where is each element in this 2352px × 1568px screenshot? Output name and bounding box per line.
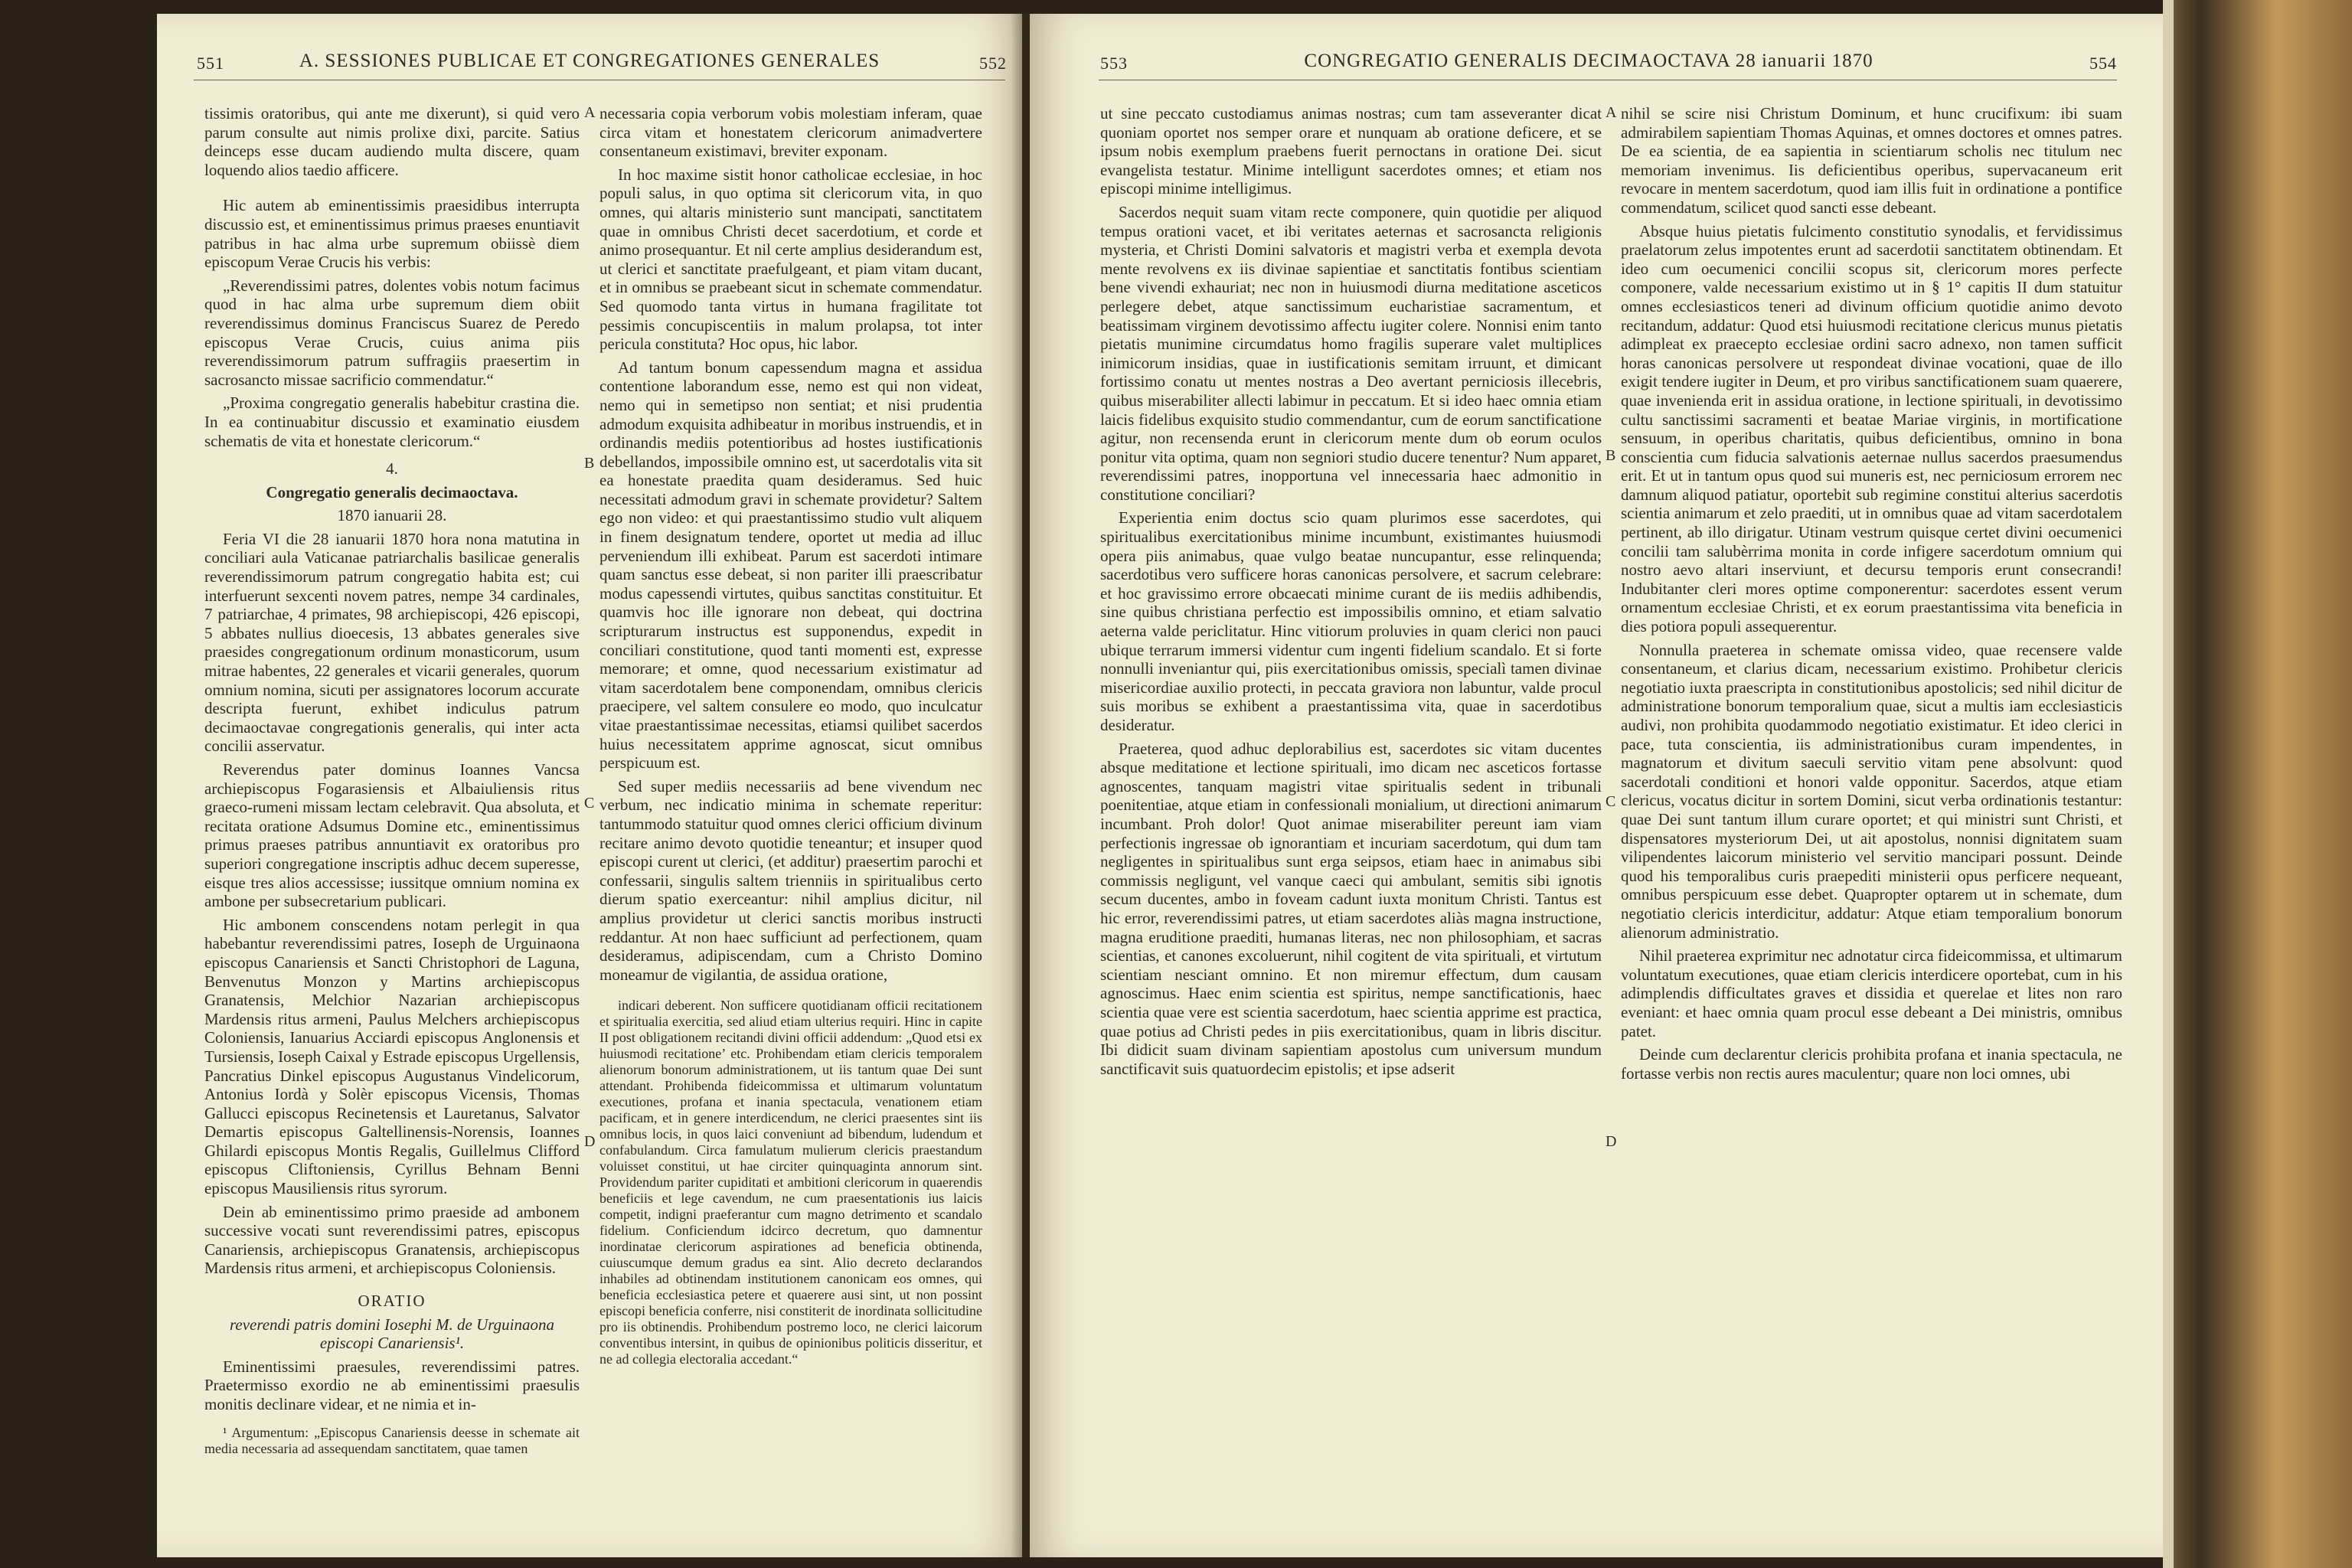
paragraph: „Reverendissimi patres, dolentes vobis notum facimus quod in hac alma urbe supremum diem obiit reverendissimus dominus Franciscus Suarez de Peredo episcopus Verae Crucis, cuius anima piis reverendissimorum patrum suffragiis praesertim in sacrosancto missae sacrificio commendatur.“ bbox=[204, 276, 580, 389]
paragraph: Feria VI die 28 ianuarii 1870 hora nona matutina in conciliari aula Vaticanae patriarchalis basilicae generalis reverendissimorum patrum congregatio habita est; cui interfuerunt sexcenti novem patres, nempe 34 cardinales, 7 patriarchae, 4 primates, 98 archiepiscopi, 426 episcopi, 5 abbates nullius dioecesis, 13 abbates generales sive praesides congregationum ordinum monasticorum, usum mitrae habentes, 22 generales et vicarii generales, quorum omnium nomina, sicuti per assignatores locorum accurate descripta fuerunt, exhibet indiculus patrum decimaoctavae congregationis generalis, qui inter acta concilii asservatur. bbox=[204, 529, 580, 756]
section-number: 4. bbox=[386, 459, 398, 479]
margin-marker-d: D bbox=[584, 1133, 596, 1150]
paragraph: Nonnulla praeterea in schemate omissa video, quae recensere valde consentaneum, et clarius dicam, necessarium existimo. Prohibetur clericis negotiatio iuxta praescripta in constitutionibus apostolicis; sed nihil dicitur de administratione bonorum temporalium quae, sicut a multis iam ecclesiasticis audivi, non prohibita quodammodo negotiatio existimatur. Et ideo clerici in pace, tuta conscientia, iis administrationibus curam impendentes, in magnatorum et divitum saeculi servitio vitam pene absolvunt: quod sacerdotali conditioni et honori valde opponitur. Sacerdos, atque etiam clericus, vocatus dicitur in sortem Domini, sicut verba ordinationis testantur: quae Dei sunt tantum illum curare oportet; et qui ministri sunt Christi, et dispensatores mysteriorum Dei, ut ait apostolus, nonnisi dignitatem suam vilipendentes laicorum ministerio vel servitio mancipari possunt. Deinde quod his temporalibus curis praepediti ministerii opus perficere nequeant, omnibus perspicuum esse debet. Quapropter optarem ut in schemate, dum negotiatio clericis interdicitur, addatur: Atque etiam temporalium bonorum alienorum administratio. bbox=[1621, 640, 2122, 942]
page-number-554: 554 bbox=[2089, 54, 2117, 73]
paragraph: „Proxima congregatio generalis habebitur crastina die. In ea continuabitur discussio et examinatio eiusdem schematis de vita et honestate clericorum.“ bbox=[204, 394, 580, 450]
book-page-edge bbox=[2163, 0, 2352, 1568]
paragraph: Nihil praeterea exprimitur nec adnotatur circa fideicommissa, et ultimarum voluntatum executiones, quae etiam clericis interdicere oportebat, cum in his adimplendis difficultates graves et dissidia et querelae et lites non raro eveniant: et haec omnia quam procul esse debeant a Dei ministris, omnibus patet. bbox=[1621, 946, 2122, 1040]
margin-marker-a-right: A bbox=[1606, 104, 1617, 121]
oratio-heading: ORATIO bbox=[358, 1292, 426, 1311]
page-number-551: 551 bbox=[197, 54, 224, 73]
margin-marker-a: A bbox=[584, 104, 596, 121]
paragraph: nihil se scire nisi Christum Dominum, et hunc crucifixum: ibi suam admirabilem sapientiam Thomas Aquinas, et omnes doctores et omnes patres. De ea scientia, de ea sapientia in scientiarum scholis nec titulum nec memoriam invenimus. Iis deficientibus operibus, supervacaneum erit revocare in mentem sacerdotum, quod iam illis fuit in ordinatione a pontifice commendatum, scilicet quod sancti esse debeant. bbox=[1621, 104, 2122, 217]
running-title-right: CONGREGATIO GENERALIS DECIMAOCTAVA 28 ianuarii 1870 bbox=[1304, 51, 1873, 71]
paragraph: Hic ambonem conscendens notam perlegit in qua habebantur reverendissimi patres, Ioseph de Urguinaona episcopus Canariensis et Sancti Christophori de Laguna, Benvenutus Monzon y Martins archiepiscopus Granatensis, Melchior Nazarian archiepiscopus Mardensis ritus armeni, Paulus Melchers archiepiscopus Coloniensis, Ianuarius Acciardi episcopus Anglonensis et Tursiensis, Ioseph Caixal y Estrade episcopus Urgellensis, Pancratius Dinkel episcopus Augustanus Vindelicorum, Antonius Iordà y Solèr episcopus Vicensis, Thomas Gallucci episcopus Recinetensis et Lauretanus, Salvator Demartis episcopus Galtellinensis-Norensis, Ioannes Ghilardi episcopus Montis Regalis, Guillelmus Clifford episcopus Cliftoniensis, Cyrillus Behnam Benni episcopus Mausiliensis ritus syrorum. bbox=[204, 915, 580, 1198]
page-number-552: 552 bbox=[979, 54, 1007, 73]
margin-marker-d-right: D bbox=[1606, 1133, 1617, 1150]
paragraph: Sacerdos nequit suam vitam recte componere, quin quotidie per aliquod tempus orationi vacet, et ibi veritates aeternas et sacrosancta religionis mysteria, et Christi Domini salvatoris et magistri verba et exempla devota mente revolvens ex iis divinae sapientiae et sanctitatis fontibus scientiam bene vivendi exhauriat; nec non in huiusmodi diurna meditatione asceticos perlegere debet, atque sanctissimum eucharistiae sacramentum, et beatissimam virginem devotissimo affectu iugiter colere. Nonnisi enim tanto pietatis munimine circumdatus homo fragilis superare valet multiplices inimicorum insidias, quae in iustificationis semitam irruunt, et dimicant fortissimo conatu ut mentes nostras a Deo avertant perniciosis illecebris, quibus miserabiliter allecti labimur in peccatum. Et si ideo haec omnia etiam laicis fidelibus exquisito studio commendantur, cum de eorum sanctificatione agitur, non recensenda erunt in clericorum mente dum ob eorum oculos ponitur vita optima, quam non segniori studio ducere tenentur? Num apparet, reverendissimi patres, inopportuna vel innecessaria haec admonitio in constitutione conciliari? bbox=[1100, 202, 1602, 504]
left-page-column-1 bbox=[204, 104, 580, 1457]
page-edge-stripe bbox=[2163, 0, 2174, 1568]
paragraph: Absque huius pietatis fulcimento constitutio synodalis, et fervidissimus praelatorum zelus impotentes erunt ad sacerdotii sanctitatem obtinendam. Et ideo cum oecumenici concilii scopus sit, clericorum mores perfecte componere, valde necessarium existimo ut in § 1° capitis II dum statuitur omnes ecclesiasticos teneri ad divinum officium quotidie animo devoto recitandum, addatur: Quod etsi huiusmodi recitatione clericus munus pietatis adimpleat ex praecepto ecclesiae ordini sacro adnexo, non tamen sufficit horas canonicas persolvere ut respondeat divinae vocationi, quae de illo exigit tendere iugiter in Deum, et pro viribus sanctificationem suam quaerere, quae invenienda erit in assidua oratione, in lectione spirituali, in devotissimo cultu sanctissimi sacramenti et beatae Mariae virginis, in mortificatione sensuum, in operibus charitatis, quibus deficientibus, omnino in bona conscientia cum fiducia salvationis aeternae nullus sacerdos praesumendus erit. Et ut in tantum opus quod sui muneris est, nec perniciosum errorem nec damnum aliquod patiatur, oportebit sub regimine constitui alterius sacerdotis scientia animarum et zelo praediti, ut in omnibus quae ad vitam sacerdotalem pertinent, ab illo dirigatur. Utinam vestrum quisque certet divini oecumenici concilii tam salubèrrima monita in corde infigere sacerdotum omnium qui nostro aevo altari inserviunt, et decursu temporis erunt consecrandi! Indubitanter cleri mores optime componerentur: sacerdotes essent verum ornamentum ecclesiae Christi, et ex eorum praestantissima vita beneficia in dies potiora populi assequerentur. bbox=[1621, 221, 2122, 636]
right-page bbox=[1030, 14, 2163, 1557]
paragraph: Praeterea, quod adhuc deplorabilius est, sacerdotes sic vitam ducentes absque meditatione et lectione spirituali, imo dicam nec asceticos fortasse agnoscentes, tanquam magistri vitae spiritualis sedent in tribunali poenitentiae, atque etiam in confessionali monialium, ut directioni animarum incumbant. Proh dolor! Quot animae miserabiliter pereunt iam viam perfectionis ingressae ob ignorantiam et incuriam sacerdotum, qui dum tam negligentes in spiritualibus sunt erga seipsos, etiam haec in animabus sibi commissis negligunt, vel vanque caeci qui ambulant, semitis sibi ignotis secum ducentes, ambo in foveam cadunt iuxta monitum Christi. Tantus est hic error, reverendissimi patres, ut etiam sacerdotes aliàs magna instructione, magna eruditione praediti, humanas literas, nec non philosophiam, et sacras scientias, et canones excoluerunt, nihil cogitent de vita spirituali, et virtutum scientiam nesciant omnino. Et non miremur effectum, dum causam agnoscimus. Haec enim scientia est spiritus, nempe sanctificationis, haec scientia quae vere est scientia sacerdotum, haec scientia apprime est practica, quae potius ad Christi pedes in piis exercitationibus, quam in libris discitur. Ibi didicit suam divinam sapientiam apostolus cum universum mundum sanctificavit suis quatuordecim epistolis; et ipse adserit bbox=[1100, 739, 1602, 1078]
paragraph: In hoc maxime sistit honor catholicae ecclesiae, in hoc populi salus, in quo optima sit clericorum vita, in quo omnes, qui altaris ministerio sunt mancipati, sanctitatem quae in omnibus Christi decet sacerdotium, et corde et animo prosequantur. Et nil certe amplius desiderandum est, ut clerici et sanctitate praefulgeant, et piam vitam ducant, et in omnibus se praebeant sicut in schemate commendatur. Sed quomodo tanta virtus in humana fragilitate tot pessimis concupiscentiis in malum prolapsa, tot inter pericula constituta? Hoc opus, hic labor. bbox=[599, 165, 982, 354]
paragraph: Reverendus pater dominus Ioannes Vancsa archiepiscopus Fogarasiensis et Albaiuliensis ritus graeco-rumeni missam lectam celebravit. Qua absoluta, et recitata oratione Adsumus Domine etc., eminentissimus primus praeses patribus annuntiavit ex oratoribus pro superiori congregatione inscriptis adhuc decem superesse, eisque tres alios accessisse; iussitque omnium nomina ex ambone per subsecretarium publicari. bbox=[204, 760, 580, 911]
paragraph: ut sine peccato custodiamus animas nostras; cum tam asseveranter dicat quoniam oportet nos semper orare et nunquam ab oratione deficere, et se ipsum nobis exemplum praebens fuerit pernoctans in oratione Dei. sicut evangelista testatur. Minime intelligunt sacerdotes omnes; et etiam nos episcopi minime intelligimus. bbox=[1100, 104, 1602, 198]
paragraph: Eminentissimi praesules, reverendissimi patres. Praetermisso exordio ne ab eminentissimi praesulis monitis declinare videar, et ne nimia et in- bbox=[204, 1357, 580, 1413]
left-page-header bbox=[157, 51, 1022, 81]
paragraph: Dein ab eminentissimo primo praeside ad ambonem successive vocati sunt reverendissimi patres, episcopus Canariensis, archiepiscopus Granatensis, archiepiscopus Mardensis ritus armeni, et archiepiscopus Coloniensis. bbox=[204, 1202, 580, 1278]
paragraph: Sed super mediis necessariis ad bene vivendum nec verbum, nec indicatio minima in schemate reperitur: tantummodo statuitur quod omnes clerici officium divinum recitare animo devoto quotidie teneantur; et insuper quod episcopi curent ut clerici, (et additur) praesertim parochi et confessarii, singulis saltem trienniis in spiritualibus certo dierum spatio exerceantur: nihil amplius dicitur, nil amplius providetur ut clerici sanctis moribus instructi reddantur. At non haec sufficiunt ad perfectionem, quam desideramus, adipiscendam, cum a Christo Domino moneamur de vigilantia, de assidua oratione, bbox=[599, 776, 982, 984]
margin-marker-b-right: B bbox=[1606, 447, 1616, 464]
left-page bbox=[157, 14, 1022, 1557]
footnote-continued: indicari deberent. Non sufficere quotidianam officii recitationem et spiritualia exercitia, sed aliud etiam ulterius requiri. Hinc in capite II post obligationem recitandi divini officii addendum: „Quod etsi ex huiusmodi recitatione’ etc. Prohibendam etiam clericis temporalem alienorum bonorum administrationem, ut iis tantum quae Dei sunt attendant. Prohibenda fideicommissa et ultimarum voluntatum executiones, profana et inania spectacula, venationem etiam pacificam, et in genere interdicendum, ne clerici praesentes sint iis omnibus locis, in quos laici conveniunt ad bibendum, ludendum et confabulandum. Circa famulatum mulierum clericis praestandum voluisset constitui, ut hae circiter quinquaginta annorum sint. Providendum pariter cupiditati et ambitioni clericorum in quaerendis beneficiis et lege cavendum, ne cum praesentationis ius laicis competit, indigni praeferantur cum magno detrimento et scandalo fidelium. Conficiendum idcirco decretum, quo damnentur inordinatae clericorum aspirationes ad beneficia obtinenda, cuiuscumque demum gradus ea sint. Alio decreto declarandos inhabiles ad obtinendam institutionem canonicam eos omnes, qui beneficia ecclesiastica petere et quaerere ausi sint, ut non possint episcopi beneficia conferre, nisi constiterit de inordinata sollicitudine pro iis obtinendis. Prohibendum postremo loco, ne clerici laicorum conventibus intersint, in quibus de opinionibus politicis disseritur, et ne ad collegia electoralia accedant.“ bbox=[599, 998, 982, 1367]
right-page-column-1 bbox=[1100, 104, 1602, 1078]
right-page-column-2 bbox=[1621, 104, 2122, 1083]
margin-marker-c: C bbox=[584, 795, 595, 812]
right-page-header bbox=[1030, 51, 2163, 81]
running-title-left: A. SESSIONES PUBLICAE ET CONGREGATIONES GENERALES bbox=[299, 51, 880, 71]
page-number-553: 553 bbox=[1100, 54, 1128, 73]
margin-marker-b: B bbox=[584, 455, 595, 472]
paragraph: tissimis oratoribus, qui ante me dixerunt), si quid vero parum consulte aut nimis prolixe dixi, parcite. Satius deinceps esse ducam audiendo multa discere, quam loquendo alios taedio afficere. bbox=[204, 104, 580, 179]
paragraph: necessaria copia verborum vobis molestiam inferam, quae circa vitam et honestatem clericorum animadvertere consentaneum existimavi, breviter exponam. bbox=[599, 104, 982, 161]
paragraph: Ad tantum bonum capessendum magna et assidua contentione laborandum esse, nemo est qui non videat, nemo qui in semetipso non sentiat; et nisi prudentia admodum exquisita adhibeatur in moribus instruendis, et in ordinandis mediis potentioribus ad hostes iustificationis debellandos, impossibile omnino est, ut sacerdotalis vita sit ea honestate praedita quam desideramus. Sed huic necessitati admodum gravi in schemate providetur? Saltem ego non video: et qui praestantissimo studio vult aliquem in finem designatum tendere, oportet ut media ad illuc perveniendum illi exhibeat. Parum est sacerdoti intimare quam sanctus esse debeat, si non pariter illi praescribatur modus capessendi virtutes, quibus sanctitas constituitur. Et quamvis hoc ille ignorare non debeat, qui doctrina scripturarum instructus est supponendus, expedit in conciliari constitutione, quod tanti momenti est, expresse memorare; et omne, quod necessarium existimatur ad vitam sacerdotalem bene componendam, omnibus clericis praecipere, vel saltem consulere eo modo, quo inculcatur vitae praestantissimae necessitas, etiamsi quilibet sacerdos huius necessitatem apprime agnoscat, sicut omnibus perspicuum est. bbox=[599, 358, 982, 773]
oratio-subheading: reverendi patris domini Iosephi M. de Urguinaona episcopi Canariensis¹. bbox=[229, 1315, 555, 1353]
margin-marker-c-right: C bbox=[1606, 793, 1616, 810]
paragraph: Hic autem ab eminentissimis praesidibus interrupta discussio est, et eminentissimus primus praeses enuntiavit patribus in hac alma urbe supremum obiissè diem episcopum Verae Crucis his verbis: bbox=[204, 196, 580, 272]
paragraph: Deinde cum declarentur clericis prohibita profana et inania spectacula, ne fortasse verbis non rectis aures maculentur; quare non loci omnes, ubi bbox=[1621, 1045, 2122, 1083]
footnote: ¹ Argumentum: „Episcopus Canariensis deesse in schemate ait media necessaria ad assequendam sanctitatem, quae tamen bbox=[204, 1424, 580, 1456]
left-page-column-2 bbox=[599, 104, 982, 1367]
section-heading: Congregatio generalis decimaoctava. bbox=[266, 482, 518, 501]
section-date: 1870 ianuarii 28. bbox=[337, 506, 447, 525]
paragraph: Experientia enim doctus scio quam plurimos esse sacerdotes, qui spiritualibus exercitationibus minime incumbunt, existimantes huiusmodi opera piis animabus, quae vulgo beatae nuncupantur, esse relinquenda; sacerdotibus vero sufficere horas canonicas persolvere, et sacrum celebrare: et hoc gravissimo errore obcaecati minime curant de iis mediis adhibendis, sine quibus christiana perfectio est impossibilis omnino, et etiam salvatio aeterna valde periclitatur. Hinc vitiorum proluvies in quam clerici non pauci ubique terrarum immersi videntur cum ingenti fidelium scandalo. Et si forte nonnulli inveniantur qui, piis exercitationibus omissis, specialì tamen divinae misericordiae auxilio protecti, in peccata graviora non labuntur, valde procul suis moribus se exhibent a praestantissima vita, quae in sacerdotibus desideratur. bbox=[1100, 508, 1602, 734]
